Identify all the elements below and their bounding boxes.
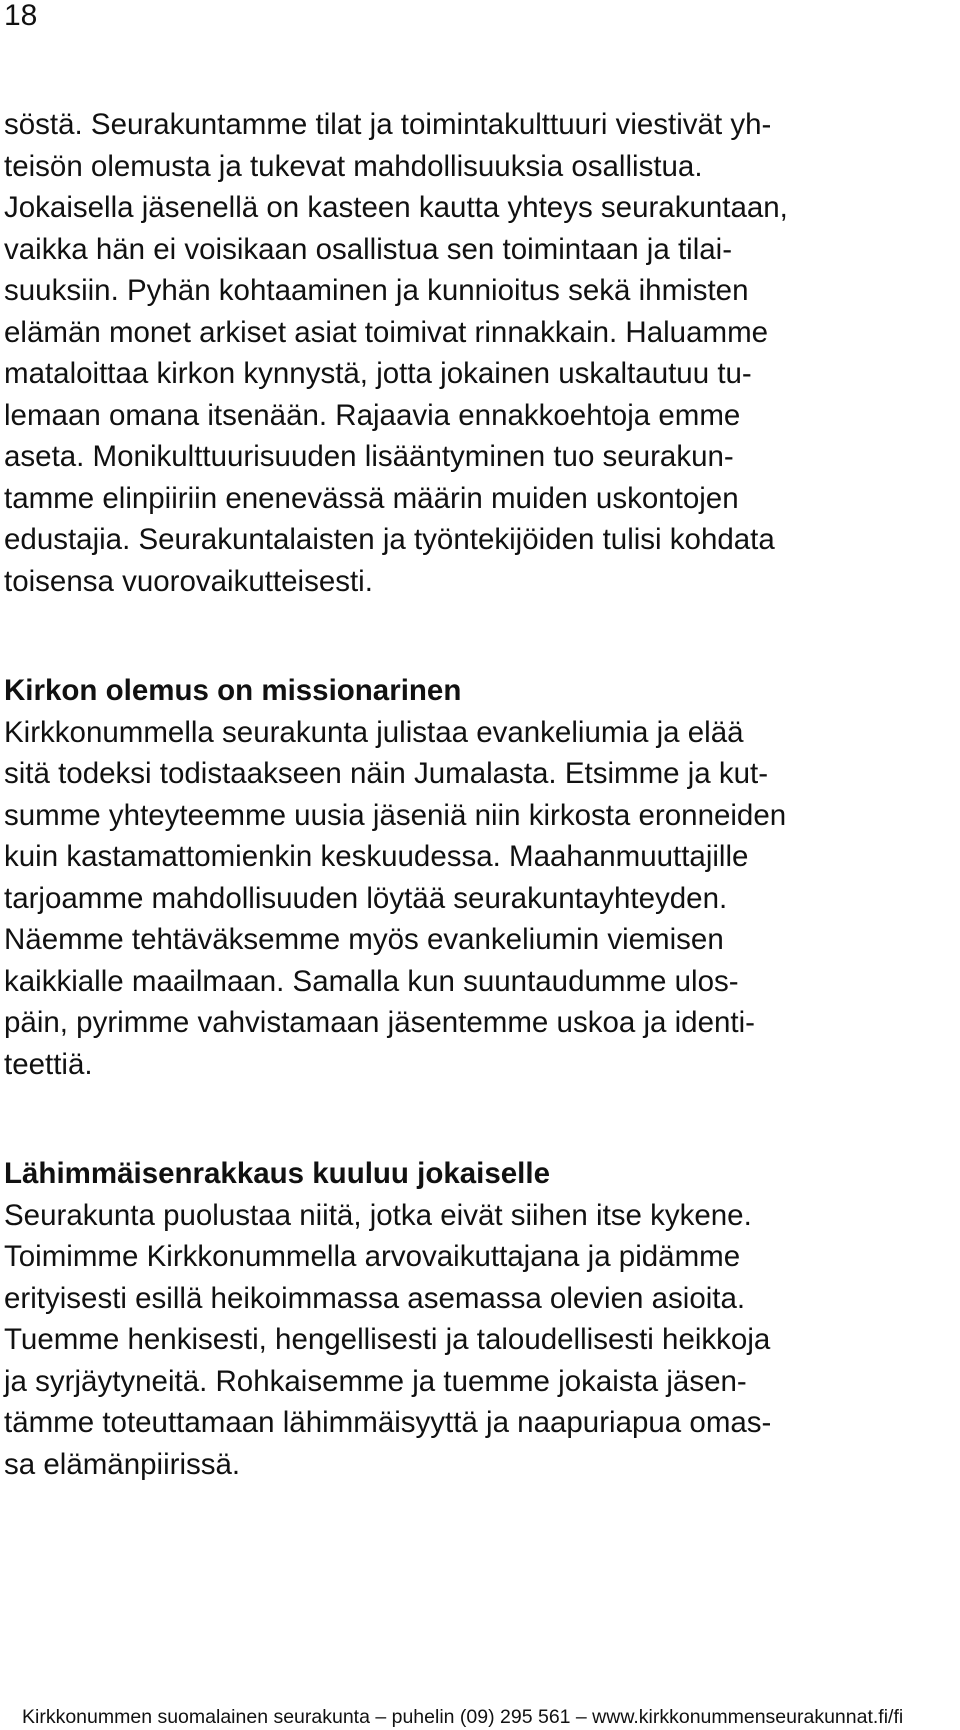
text-line: erityisesti esillä heikoimmassa asemassa olevien asioita. <box>4 1281 746 1315</box>
text-line: tämme toteuttamaan lähimmäisyyttä ja naapuriapua omas- <box>4 1406 772 1439</box>
section-neighbourly-love <box>4 1153 949 1485</box>
text-line: söstä. Seurakuntamme tilat ja toimintakulttuuri viestivät yh- <box>4 108 772 141</box>
text-line: kuin kastamattomienkin keskuudessa. Maahanmuuttajille <box>4 840 749 873</box>
page-footer: Kirkkonummen suomalainen seurakunta – puhelin (09) 295 561 – www.kirkkonummenseurakunnat.fi/fi <box>22 1706 904 1728</box>
text-line: edustajia. Seurakuntalaisten ja työntekijöiden tulisi kohdata <box>4 523 775 556</box>
text-line: lemaan omana itsenään. Rajaavia ennakkoehtoja emme <box>4 398 741 432</box>
text-line: Näemme tehtäväksemme myös evankeliumin viemisen <box>4 923 724 956</box>
section-mission <box>4 670 949 1085</box>
text-line: elämän monet arkiset asiat toimivat rinnakkain. Haluamme <box>4 315 769 349</box>
text-line: sitä todeksi todistaakseen näin Jumalasta. Etsimme ja kut- <box>4 757 769 790</box>
text-line: tamme elinpiiriin enenevässä määrin muiden uskontojen <box>4 481 739 515</box>
text-line: suuksiin. Pyhän kohtaaminen ja kunnioitus sekä ihmisten <box>4 274 749 307</box>
text-line: sa elämänpiirissä. <box>4 1447 241 1481</box>
text-line: Tuemme henkisesti, hengellisesti ja taloudellisesti heikkoja <box>4 1323 771 1356</box>
text-line: vaikka hän ei voisikaan osallistua sen toimintaan ja tilai- <box>4 232 733 266</box>
text-line: Seurakunta puolustaa niitä, jotka eivät siihen itse kykene. <box>4 1198 752 1232</box>
text-line: mataloittaa kirkon kynnystä, jotta jokainen uskaltautuu tu- <box>4 357 752 390</box>
text-line: aseta. Monikulttuurisuuden lisääntyminen tuo seurakun- <box>4 440 734 473</box>
text-line: teisön olemusta ja tukevat mahdollisuuksia osallistua. <box>4 149 703 183</box>
text-line: Jokaisella jäsenellä on kasteen kautta yhteys seurakuntaan, <box>4 191 788 224</box>
page-number: 18 <box>4 0 38 32</box>
text-line: summe yhteyteemme uusia jäseniä niin kirkosta eronneiden <box>4 798 787 832</box>
section-heading: Kirkon olemus on missionarinen <box>4 674 462 707</box>
text-line: Toimimme Kirkkonummella arvovaikuttajana ja pidämme <box>4 1240 741 1273</box>
text-line: Kirkkonummella seurakunta julistaa evankeliumia ja elää <box>4 715 744 749</box>
text-line: tarjoamme mahdollisuuden löytää seurakuntayhteyden. <box>4 881 728 915</box>
text-line: päin, pyrimme vahvistamaan jäsentemme uskoa ja identi- <box>4 1006 755 1039</box>
paragraph-continuation <box>4 104 949 602</box>
text-line: ja syrjäytyneitä. Rohkaisemme ja tuemme jokaista jäsen- <box>4 1364 747 1398</box>
text-line: teettiä. <box>4 1047 93 1081</box>
section-heading: Lähimmäisenrakkaus kuuluu jokaiselle <box>4 1157 550 1190</box>
text-line: toisensa vuorovaikutteisesti. <box>4 564 373 598</box>
text-line: kaikkialle maailmaan. Samalla kun suuntaudumme ulos- <box>4 964 739 998</box>
